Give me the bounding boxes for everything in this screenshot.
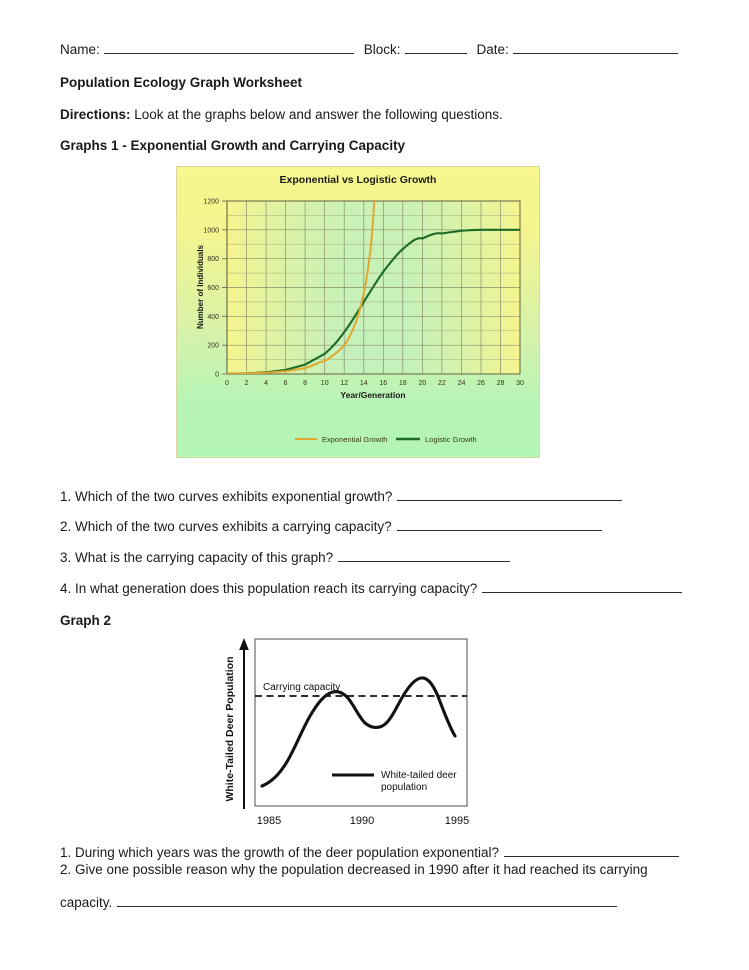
legend-label-logistic: Logistic Growth xyxy=(425,435,477,444)
directions xyxy=(60,107,503,122)
ytick-0: 0 xyxy=(215,371,219,379)
question-2-2-text: 2. Give one possible reason why the population decreased in 1990 after it had reached its carrying xyxy=(60,862,648,877)
name-blank[interactable] xyxy=(104,42,354,54)
xtick-8: 8 xyxy=(303,380,308,387)
date-label: Date: xyxy=(476,42,509,58)
chart2-xtick-1995: 1995 xyxy=(444,815,470,827)
xtick-14: 14 xyxy=(359,380,368,387)
chart-exponential-vs-logistic xyxy=(176,166,540,458)
chart1-y-tick-labels xyxy=(203,199,219,379)
name-label: Name: xyxy=(60,42,100,58)
xtick-24: 24 xyxy=(457,380,466,387)
xtick-2: 2 xyxy=(244,380,249,387)
question-1-4-text: 4. In what generation does this population reach its carrying capacity? xyxy=(60,581,478,597)
ytick-1200: 1200 xyxy=(203,198,219,206)
directions-label: Directions: xyxy=(60,107,131,122)
ytick-800: 800 xyxy=(207,256,219,264)
ytick-600: 600 xyxy=(207,285,219,292)
chart1-x-tick-labels xyxy=(225,380,524,387)
question-2-1-text: 1. During which years was the growth of the deer population exponential? xyxy=(60,845,500,861)
question-1-3-text: 3. What is the carrying capacity of this graph? xyxy=(60,550,334,566)
xtick-26: 26 xyxy=(477,380,485,387)
chart1-xlabel: Year/Generation xyxy=(340,390,406,400)
legend-label-exponential: Exponential Growth xyxy=(322,435,388,444)
page-title: Population Ecology Graph Worksheet xyxy=(60,75,303,90)
ytick-200: 200 xyxy=(207,342,219,350)
question-2-1 xyxy=(60,845,679,860)
graph2-heading: Graph 2 xyxy=(60,613,112,628)
chart1-legend xyxy=(295,435,477,444)
chart2-xtick-1990: 1990 xyxy=(349,815,375,827)
question-1-3 xyxy=(60,550,510,565)
date-blank[interactable] xyxy=(513,42,678,54)
chart2-xtick-1985: 1985 xyxy=(256,815,282,827)
block-label: Block: xyxy=(363,42,401,58)
chart1-y-ticks xyxy=(222,201,227,374)
xtick-28: 28 xyxy=(496,380,505,387)
question-1-1-text: 1. Which of the two curves exhibits exponential growth? xyxy=(60,489,393,505)
chart2-legend-label-line1: White-tailed deer xyxy=(381,770,457,781)
chart2-ylabel: White-Tailed Deer Population xyxy=(224,656,236,802)
xtick-6: 6 xyxy=(283,380,288,387)
chart1-ylabel: Number of Individuals xyxy=(196,244,205,330)
question-2-2-line1 xyxy=(60,862,648,877)
xtick-20: 20 xyxy=(418,380,427,387)
question-2-2-line2 xyxy=(60,895,617,910)
block-blank[interactable] xyxy=(405,42,467,54)
chart2-legend-label-line2: population xyxy=(381,782,428,793)
xtick-30: 30 xyxy=(516,380,524,387)
chart2-x-tick-labels xyxy=(257,815,469,827)
question-1-2-text: 2. Which of the two curves exhibits a carrying capacity? xyxy=(60,519,392,535)
ytick-1000: 1000 xyxy=(203,227,219,235)
chart1-title: Exponential vs Logistic Growth xyxy=(279,174,437,186)
xtick-10: 10 xyxy=(320,380,329,387)
directions-text: Look at the graphs below and answer the following questions. xyxy=(134,107,503,122)
xtick-22: 22 xyxy=(438,380,446,387)
chart2-carrying-capacity-label: Carrying capacity xyxy=(263,682,341,693)
question-1-1-blank[interactable] xyxy=(397,489,622,501)
question-1-4-blank[interactable] xyxy=(482,581,682,593)
xtick-18: 18 xyxy=(398,380,407,387)
chart2-y-axis-arrow xyxy=(239,638,249,809)
question-2-2-blank[interactable] xyxy=(117,895,617,907)
question-2-1-blank[interactable] xyxy=(504,845,679,857)
xtick-0: 0 xyxy=(225,380,229,387)
xtick-16: 16 xyxy=(379,380,388,387)
question-1-3-blank[interactable] xyxy=(338,550,510,562)
question-1-2 xyxy=(60,519,602,534)
question-1-2-blank[interactable] xyxy=(397,519,602,531)
question-2-2-continuation: capacity. xyxy=(60,895,113,911)
graphs1-heading: Graphs 1 - Exponential Growth and Carrying Capacity xyxy=(60,138,406,153)
question-1-1 xyxy=(60,489,622,504)
question-1-4 xyxy=(60,581,682,596)
xtick-12: 12 xyxy=(340,380,349,387)
chart-white-tailed-deer xyxy=(222,634,484,834)
ytick-400: 400 xyxy=(207,313,219,321)
xtick-4: 4 xyxy=(264,380,269,387)
student-info-row xyxy=(60,42,680,57)
